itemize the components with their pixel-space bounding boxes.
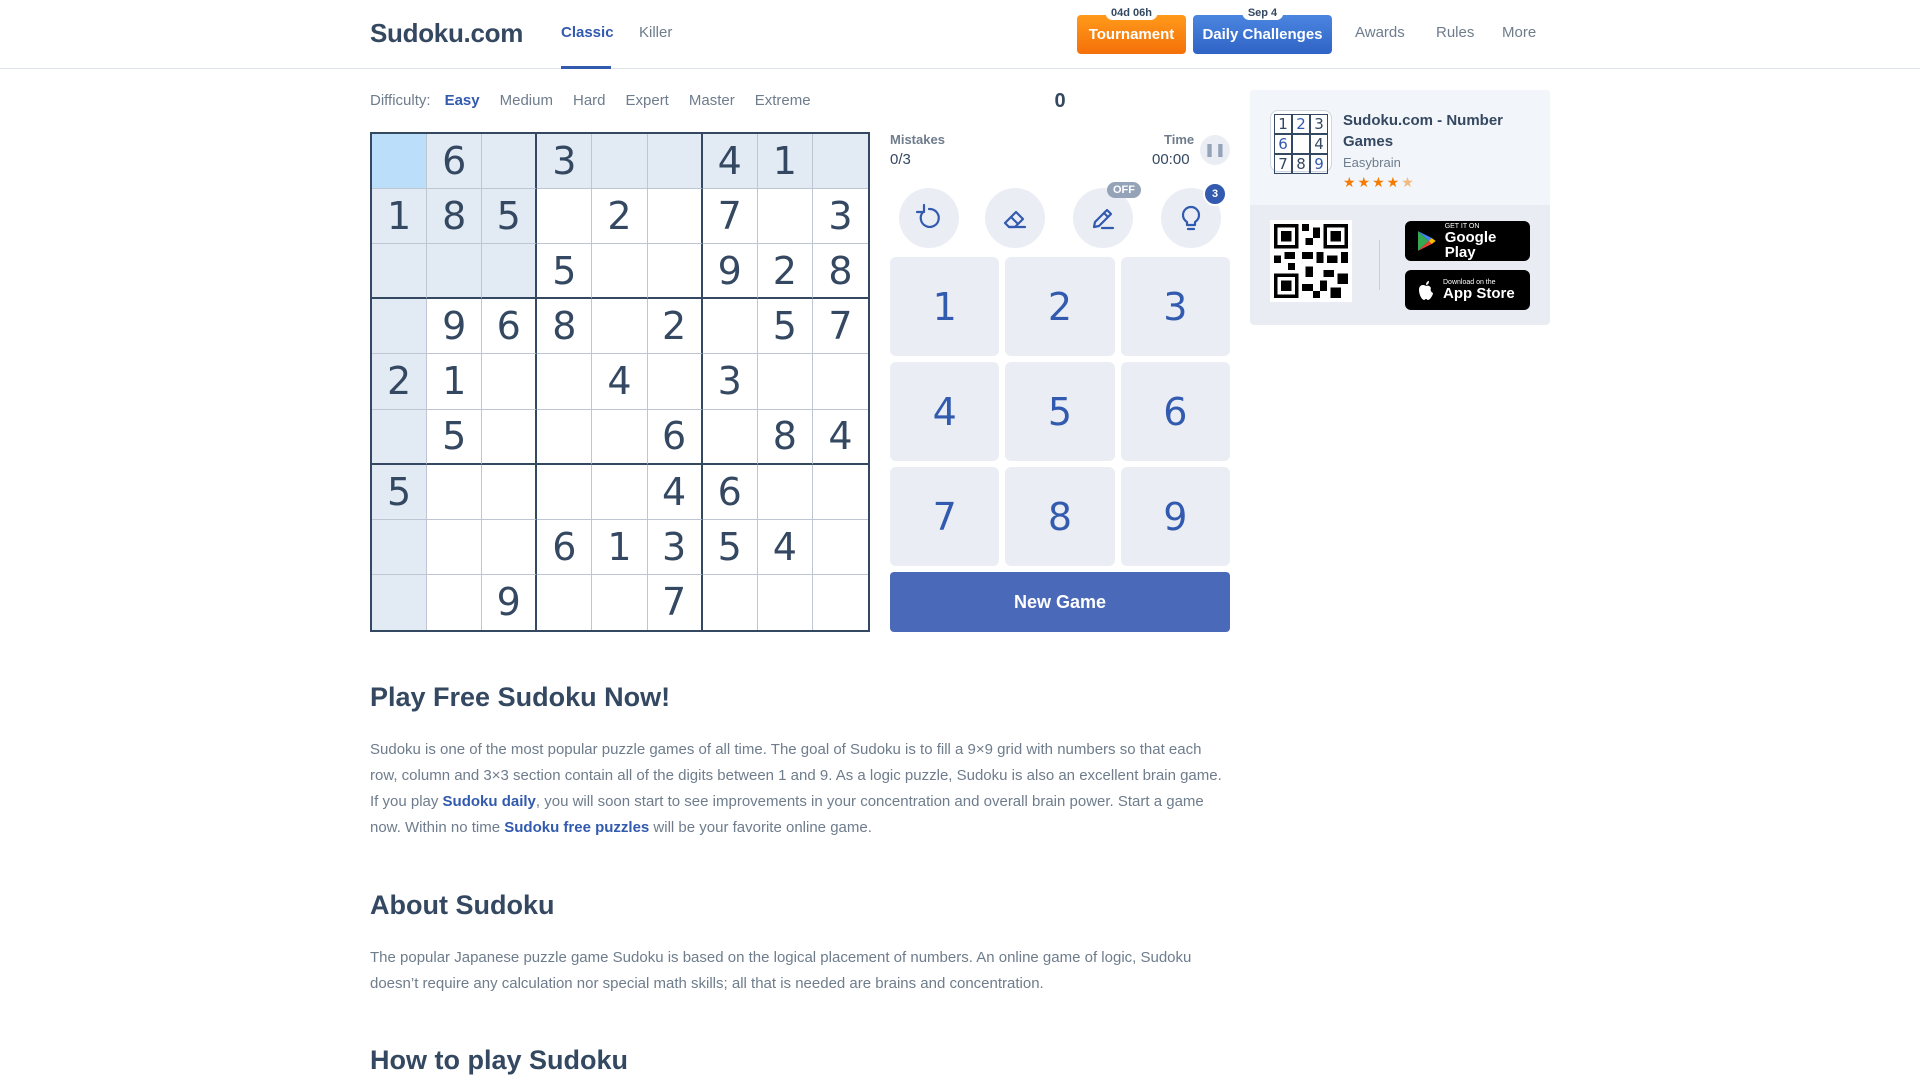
time-value: 00:00	[1152, 151, 1190, 168]
board-cell-r3c6[interactable]	[648, 244, 703, 299]
board-cell-r8c5[interactable]: 1	[592, 520, 647, 575]
board-cell-r1c7[interactable]: 4	[703, 134, 758, 189]
board-cell-r9c9[interactable]	[813, 575, 868, 630]
board-cell-r2c6[interactable]	[648, 189, 703, 244]
app-store-button[interactable]	[1405, 270, 1530, 310]
board-cell-r8c8[interactable]: 4	[758, 520, 813, 575]
board-cell-r2c8[interactable]	[758, 189, 813, 244]
app-rating-stars	[1343, 174, 1416, 191]
tab-killer[interactable]: Killer	[639, 24, 673, 41]
board-cell-r4c3[interactable]: 6	[482, 299, 537, 354]
board-cell-r2c9[interactable]: 3	[813, 189, 868, 244]
board-cell-r1c4[interactable]: 3	[537, 134, 592, 189]
eraser-icon	[1000, 203, 1030, 233]
board-cell-r6c5[interactable]	[592, 410, 647, 465]
board-cell-r7c7[interactable]: 6	[703, 465, 758, 520]
tournament-button[interactable]	[1077, 7, 1186, 54]
numpad-key-5[interactable]: 5	[1005, 362, 1114, 461]
board-cell-r6c7[interactable]	[703, 410, 758, 465]
board-cell-r4c2[interactable]: 9	[427, 299, 482, 354]
app-promo-card	[1250, 90, 1550, 325]
board-cell-r5c8[interactable]	[758, 354, 813, 409]
board-cell-r8c7[interactable]: 5	[703, 520, 758, 575]
numpad-key-7[interactable]: 7	[890, 467, 999, 566]
google-play-small-text: GET IT ON	[1444, 222, 1480, 230]
board-cell-r9c6[interactable]: 7	[648, 575, 703, 630]
intro-text-1: Sudoku is one of the most popular puzzle games of all time. The goal of Sudoku is to fill a 9×9 grid with numbers so that each row, column and 3×3 section contain all of the digits between 1 and 9. As a logic puzzle, Sudoku is also an excellent brain game. If you play	[370, 741, 1222, 810]
board-cell-r7c2[interactable]	[427, 465, 482, 520]
board-cell-r5c7[interactable]: 3	[703, 354, 758, 409]
board-cell-r1c8[interactable]: 1	[758, 134, 813, 189]
board-cell-r5c9[interactable]	[813, 354, 868, 409]
board-cell-r8c9[interactable]	[813, 520, 868, 575]
nav-more[interactable]: More	[1502, 24, 1537, 41]
article-heading-about: About Sudoku	[370, 890, 555, 920]
board-cell-r7c6[interactable]: 4	[648, 465, 703, 520]
board-cell-r8c4[interactable]: 6	[537, 520, 592, 575]
difficulty-easy[interactable]: Easy	[444, 92, 480, 109]
difficulty-extreme[interactable]: Extreme	[754, 92, 811, 109]
board-cell-r2c2[interactable]: 8	[427, 189, 482, 244]
board-cell-r4c9[interactable]: 7	[813, 299, 868, 354]
board-cell-r9c4[interactable]	[537, 575, 592, 630]
mistakes-value: 0/3	[890, 151, 911, 168]
app-icon-digit: 8	[1292, 154, 1310, 174]
app-developer: Easybrain	[1343, 155, 1401, 170]
board-cell-r7c4[interactable]	[537, 465, 592, 520]
site-logo[interactable]: Sudoku.com	[370, 18, 524, 48]
numpad-key-9[interactable]: 9	[1121, 467, 1230, 566]
board-cell-r3c5[interactable]	[592, 244, 647, 299]
board-cell-r3c2[interactable]	[427, 244, 482, 299]
app-store-label: App Store	[1443, 285, 1515, 302]
board-cell-r6c2[interactable]: 5	[427, 410, 482, 465]
board-cell-r8c2[interactable]	[427, 520, 482, 575]
board-cell-r7c5[interactable]	[592, 465, 647, 520]
undo-button[interactable]	[899, 188, 959, 248]
score-value: 0	[1054, 90, 1066, 112]
board-cell-r3c3[interactable]	[482, 244, 537, 299]
difficulty-master[interactable]: Master	[688, 92, 735, 109]
board-cell-r2c5[interactable]: 2	[592, 189, 647, 244]
board-cell-r4c8[interactable]: 5	[758, 299, 813, 354]
board-cell-r6c1[interactable]	[372, 410, 427, 465]
mistakes-label: Mistakes	[890, 132, 945, 147]
board-cell-r1c5[interactable]	[592, 134, 647, 189]
hint-button[interactable]	[1161, 188, 1221, 248]
numpad-key-6[interactable]: 6	[1121, 362, 1230, 461]
app-icon-digit: 3	[1310, 114, 1328, 134]
board-cell-r4c5[interactable]	[592, 299, 647, 354]
apple-icon	[1417, 280, 1435, 301]
time-label: Time	[1164, 132, 1195, 147]
difficulty-label: Difficulty:	[370, 92, 431, 109]
board-cell-r4c6[interactable]: 2	[648, 299, 703, 354]
board-cell-r7c9[interactable]	[813, 465, 868, 520]
board-cell-r6c3[interactable]	[482, 410, 537, 465]
app-icon-digit: 9	[1310, 154, 1328, 174]
article-paragraph-intro	[370, 737, 1230, 841]
app-name[interactable]: Sudoku.com - Number Games	[1343, 112, 1504, 150]
app-store-small-text: Download on the	[1443, 279, 1496, 286]
app-icon-digit: 2	[1292, 114, 1310, 134]
sudoku-board	[370, 132, 870, 632]
board-cell-r3c4[interactable]: 5	[537, 244, 592, 299]
qr-code	[1270, 220, 1352, 302]
promo-divider	[1379, 240, 1380, 290]
google-play-label: Google Play	[1444, 228, 1497, 261]
board-cell-r3c8[interactable]: 2	[758, 244, 813, 299]
board-cell-r2c4[interactable]	[537, 189, 592, 244]
board-cell-r5c4[interactable]	[537, 354, 592, 409]
board-cell-r7c1[interactable]: 5	[372, 465, 427, 520]
board-cell-r8c6[interactable]: 3	[648, 520, 703, 575]
board-cell-r5c6[interactable]	[648, 354, 703, 409]
board-cell-r2c7[interactable]: 7	[703, 189, 758, 244]
half-star: ★	[1401, 174, 1416, 190]
board-cell-r5c1[interactable]: 2	[372, 354, 427, 409]
qr-code-icon	[1274, 224, 1348, 298]
number-pad	[890, 257, 1230, 566]
pencil-icon	[1088, 203, 1118, 233]
new-game-button[interactable]: New Game	[890, 572, 1230, 632]
board-cell-r9c1[interactable]	[372, 575, 427, 630]
board-cell-r6c8[interactable]: 8	[758, 410, 813, 465]
board-cell-r1c3[interactable]	[482, 134, 537, 189]
active-tab-underline	[561, 66, 611, 69]
board-cell-r2c3[interactable]: 5	[482, 189, 537, 244]
board-cell-r3c7[interactable]: 9	[703, 244, 758, 299]
board-cell-r6c4[interactable]	[537, 410, 592, 465]
board-cell-r8c1[interactable]	[372, 520, 427, 575]
app-icon-digit: 6	[1274, 134, 1292, 154]
board-cell-r3c9[interactable]: 8	[813, 244, 868, 299]
numpad-key-1[interactable]: 1	[890, 257, 999, 356]
app-icon-digit: 1	[1274, 114, 1292, 134]
difficulty-selector	[370, 92, 811, 109]
board-cell-r4c7[interactable]	[703, 299, 758, 354]
board-cell-r7c3[interactable]	[482, 465, 537, 520]
board-cell-r1c1[interactable]	[372, 134, 427, 189]
numpad-key-3[interactable]: 3	[1121, 257, 1230, 356]
full-stars: ★★★★	[1343, 174, 1402, 190]
article-heading-how-to-play: How to play Sudoku	[370, 1045, 629, 1075]
board-cell-r9c3[interactable]: 9	[482, 575, 537, 630]
difficulty-expert[interactable]: Expert	[625, 92, 669, 109]
sudoku-daily-link[interactable]: Sudoku daily	[442, 793, 536, 810]
tournament-button-label: Tournament	[1088, 26, 1175, 43]
board-cell-r5c3[interactable]	[482, 354, 537, 409]
board-cell-r6c9[interactable]: 4	[813, 410, 868, 465]
pause-icon: ❚❚	[1204, 142, 1226, 157]
daily-challenges-label: Daily Challenges	[1202, 26, 1323, 43]
erase-button[interactable]	[985, 188, 1045, 248]
nav-rules[interactable]: Rules	[1436, 24, 1475, 41]
board-cell-r1c6[interactable]	[648, 134, 703, 189]
board-cell-r3c1[interactable]	[372, 244, 427, 299]
numpad-key-8[interactable]: 8	[1005, 467, 1114, 566]
board-cell-r9c2[interactable]	[427, 575, 482, 630]
numpad-key-2[interactable]: 2	[1005, 257, 1114, 356]
board-cell-r1c9[interactable]	[813, 134, 868, 189]
board-cell-r2c1[interactable]: 1	[372, 189, 427, 244]
daily-challenges-button[interactable]	[1193, 7, 1332, 54]
article-heading-play-free: Play Free Sudoku Now!	[370, 682, 671, 712]
tab-classic[interactable]: Classic	[561, 24, 614, 41]
app-icon-digit	[1292, 134, 1310, 154]
lightbulb-icon	[1176, 203, 1206, 233]
google-play-icon	[1417, 230, 1437, 252]
board-cell-r8c3[interactable]	[482, 520, 537, 575]
hints-remaining-badge: 3	[1203, 182, 1227, 206]
notes-off-badge: OFF	[1107, 182, 1141, 198]
board-cell-r5c5[interactable]: 4	[592, 354, 647, 409]
tournament-countdown-badge: 04d 06h	[1105, 6, 1158, 20]
notes-button[interactable]	[1073, 184, 1135, 248]
numpad-key-4[interactable]: 4	[890, 362, 999, 461]
board-cell-r1c2[interactable]: 6	[427, 134, 482, 189]
board-cell-r7c8[interactable]	[758, 465, 813, 520]
nav-awards[interactable]: Awards	[1355, 24, 1405, 41]
top-header	[0, 0, 1920, 69]
board-cell-r9c7[interactable]	[703, 575, 758, 630]
difficulty-medium[interactable]: Medium	[499, 92, 553, 109]
daily-date-badge: Sep 4	[1242, 6, 1283, 20]
intro-text-3: will be your favorite online game.	[649, 819, 872, 836]
app-icon-digit: 7	[1274, 154, 1292, 174]
difficulty-hard[interactable]: Hard	[572, 92, 606, 109]
board-cell-r6c6[interactable]: 6	[648, 410, 703, 465]
intro-text-2: , you will soon start to see improvements in your concentration and overall brain power. Start a game now. Within no time	[370, 793, 1204, 836]
board-cell-r4c4[interactable]: 8	[537, 299, 592, 354]
board-cell-r9c8[interactable]	[758, 575, 813, 630]
google-play-button[interactable]	[1405, 221, 1530, 261]
board-cell-r4c1[interactable]	[372, 299, 427, 354]
undo-icon	[914, 203, 944, 233]
sudoku-free-puzzles-link[interactable]: Sudoku free puzzles	[504, 819, 650, 836]
article-paragraph-about: The popular Japanese puzzle game Sudoku is based on the logical placement of numbers. An online game of logic, Sudoku doesn’t require any calculation nor special math skills; all that is needed are brains and concentration.	[370, 949, 1192, 992]
app-icon[interactable]	[1270, 110, 1332, 172]
pause-button[interactable]	[1200, 135, 1230, 165]
board-cell-r9c5[interactable]	[592, 575, 647, 630]
board-cell-r5c2[interactable]: 1	[427, 354, 482, 409]
app-icon-digit: 4	[1310, 134, 1328, 154]
